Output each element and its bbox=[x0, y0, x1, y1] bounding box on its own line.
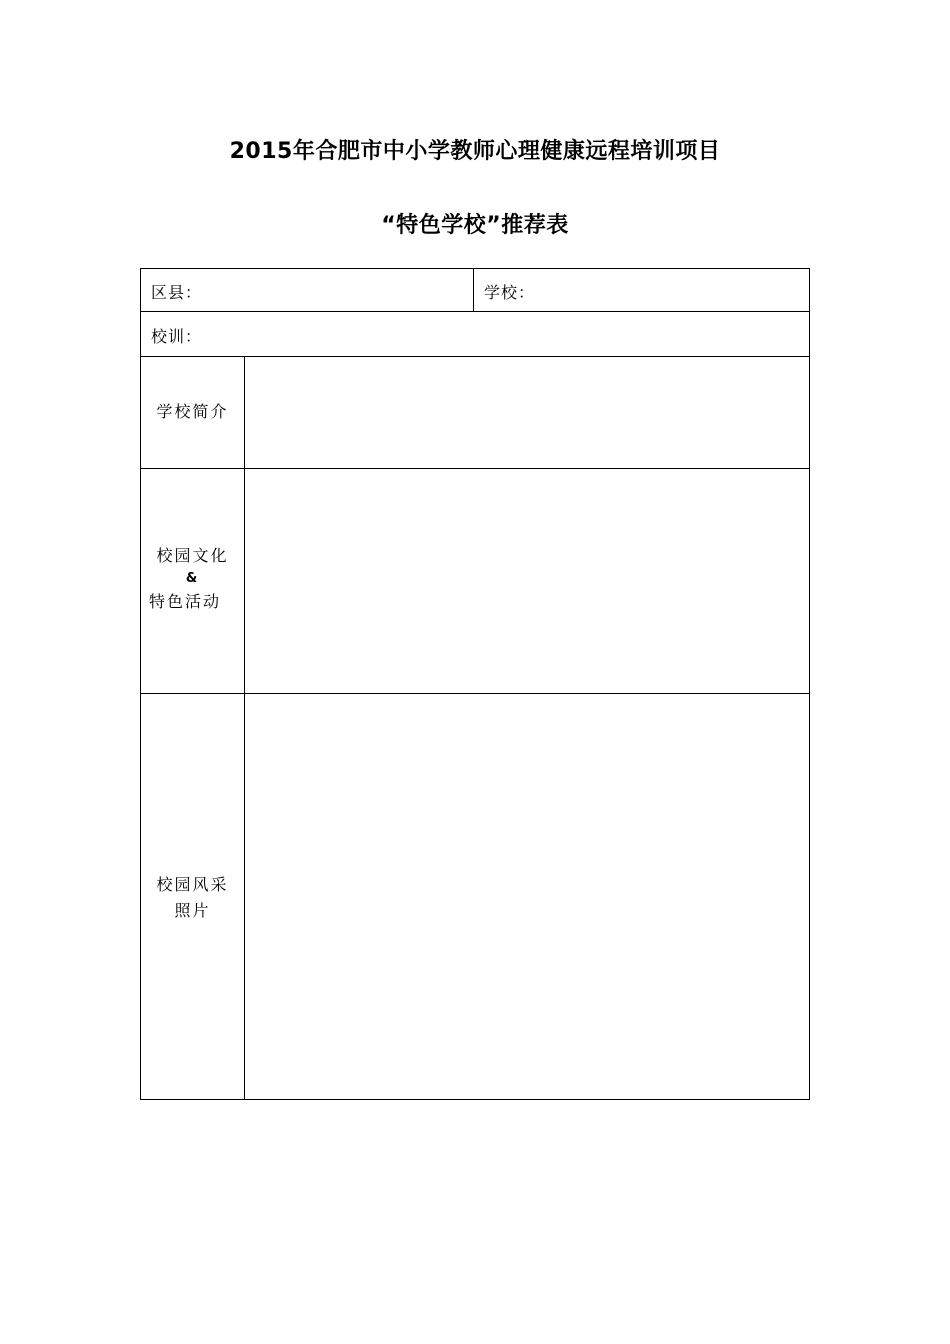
photos-label-line2: 照片 bbox=[174, 901, 211, 920]
document-subtitle: “特色学校”推荐表 bbox=[381, 213, 569, 238]
culture-content-cell[interactable] bbox=[245, 469, 809, 694]
document-title: 2015年合肥市中小学教师心理健康远程培训项目 bbox=[229, 139, 721, 164]
recommendation-form-table bbox=[140, 268, 810, 1100]
intro-label-cell bbox=[141, 357, 245, 469]
school-label: 学校： bbox=[484, 283, 536, 302]
motto-label: 校训： bbox=[151, 327, 203, 346]
culture-label-cell bbox=[141, 469, 245, 694]
photos-label bbox=[141, 872, 244, 924]
motto-cell[interactable] bbox=[141, 312, 809, 357]
district-label: 区县： bbox=[151, 283, 203, 302]
district-cell[interactable] bbox=[141, 269, 474, 312]
culture-label bbox=[141, 544, 244, 614]
photos-content-cell[interactable] bbox=[245, 694, 809, 1099]
photos-label-line1: 校园风采 bbox=[156, 875, 229, 894]
photos-label-cell bbox=[141, 694, 245, 1099]
culture-label-line1: 校园文化 bbox=[156, 546, 229, 565]
school-cell[interactable] bbox=[474, 269, 809, 312]
culture-label-ampersand: & bbox=[185, 571, 200, 586]
intro-content-cell[interactable] bbox=[245, 357, 809, 469]
culture-label-line2: 特色活动 bbox=[149, 592, 222, 611]
intro-label: 学校简介 bbox=[156, 402, 229, 421]
